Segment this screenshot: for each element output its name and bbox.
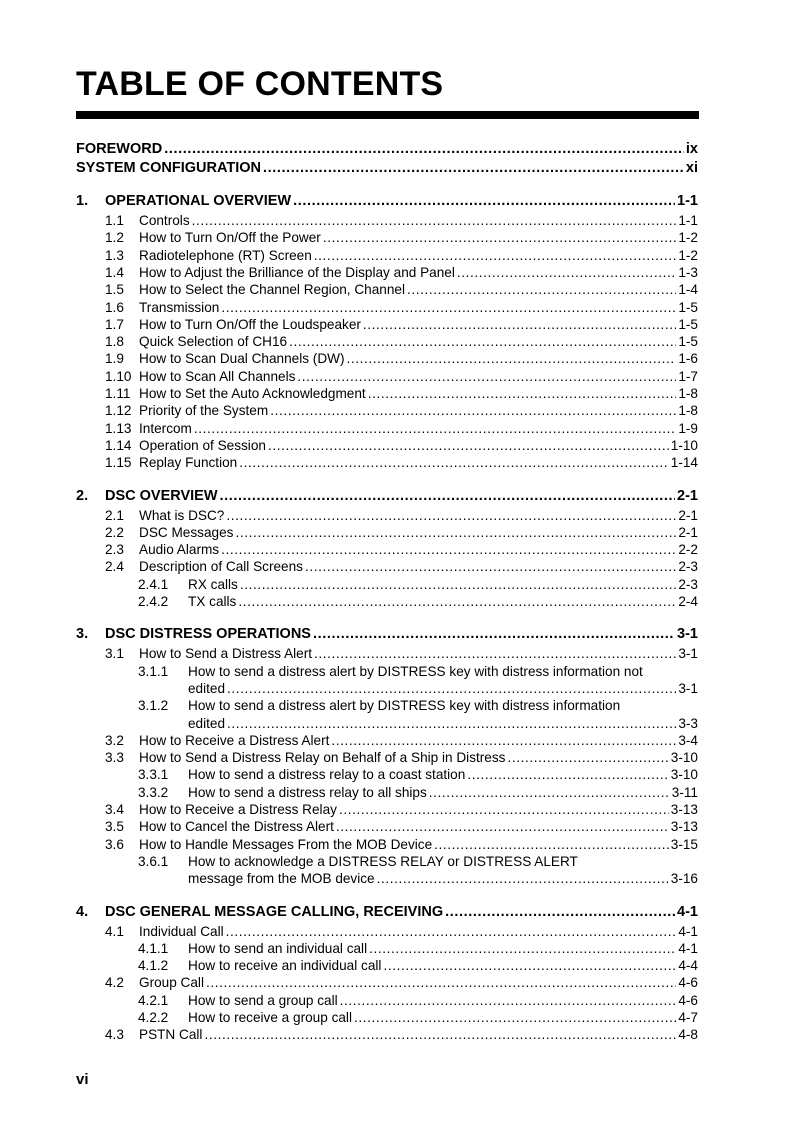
toc-item-1-5-number: 1.5 [105, 282, 124, 298]
toc-item-3-1-2-cont-title: edited [188, 715, 226, 731]
toc-item-2-1[interactable] [105, 507, 698, 524]
toc-item-3-4[interactable] [105, 801, 698, 818]
toc-item-3-6-1-number: 3.6.1 [138, 853, 169, 869]
toc-item-2-3-leader [221, 541, 676, 558]
toc-item-3-1[interactable] [105, 645, 698, 662]
toc-chapter-4-page: 4-1 [677, 903, 698, 920]
toc-item-2-4-number: 2.4 [105, 559, 124, 575]
toc-item-1-4[interactable] [105, 264, 698, 281]
toc-item-2-4-page: 2-3 [678, 559, 698, 575]
toc-item-4-3-number: 4.3 [105, 1027, 124, 1043]
toc-item-3-6-1-title: How to acknowledge a DISTRESS RELAY or DISTRESS ALERT [188, 853, 578, 869]
toc-item-1-13-leader [194, 420, 676, 437]
toc-item-1-7-number: 1.7 [105, 316, 124, 332]
toc-item-4-2-1-page: 4-6 [678, 992, 698, 1008]
toc-item-3-1-1-cont-page: 3-1 [678, 680, 698, 696]
toc-item-4-2-2[interactable] [138, 1009, 698, 1026]
toc-chapter-3-page: 3-1 [677, 626, 698, 643]
toc-item-1-9[interactable] [105, 350, 698, 367]
toc-item-1-10[interactable] [105, 368, 698, 385]
toc-chapter-1-number: 1. [76, 193, 89, 209]
toc-item-2-1-number: 2.1 [105, 507, 124, 523]
toc-item-3-6[interactable] [105, 836, 698, 853]
toc-chapter-4-title: DSC GENERAL MESSAGE CALLING, RECEIVING [105, 903, 444, 920]
toc-item-2-1-leader [226, 507, 676, 524]
toc-item-1-1-page: 1-1 [678, 213, 698, 228]
toc-item-3-1-leader [314, 645, 676, 662]
toc-item-3-1-1-cont-leader [227, 680, 676, 697]
toc-item-1-15-title: Replay Function [139, 455, 238, 471]
toc-item-3-4-title: How to Receive a Distress Relay [139, 802, 337, 817]
toc-item-3-3-page: 3-10 [670, 750, 698, 766]
toc-item-2-4-1[interactable] [138, 576, 698, 593]
toc-chapter-3-leader [313, 626, 675, 643]
toc-item-1-6[interactable] [105, 299, 698, 316]
toc-chapter-2-number: 2. [76, 487, 89, 504]
toc-item-3-1-number: 3.1 [105, 646, 124, 662]
toc-item-3-1-2-number: 3.1.2 [138, 698, 169, 714]
toc-item-2-4-1-page: 2-3 [678, 576, 698, 592]
toc-item-1-13-title: Intercom [139, 420, 192, 436]
toc-item-1-2-number: 1.2 [105, 230, 124, 246]
page-number-footer: vi [76, 1071, 89, 1088]
toc-item-1-3[interactable] [105, 247, 698, 264]
toc-item-2-4-1-number: 2.4.1 [138, 576, 169, 592]
toc-item-1-14[interactable] [105, 437, 698, 454]
toc-item-3-5-page: 3-13 [670, 819, 698, 835]
toc-item-1-8-number: 1.8 [105, 334, 124, 350]
toc-item-4-1-2-page: 4-4 [678, 958, 698, 974]
toc-item-3-3-2-page: 3-11 [671, 784, 698, 800]
toc-item-3-1-2-cont-leader [227, 715, 676, 732]
toc-item-4-2-title: Group Call [139, 975, 204, 991]
toc-item-1-7-page: 1-5 [678, 316, 698, 332]
toc-item-2-2-number: 2.2 [105, 524, 124, 540]
toc-item-4-2-1-number: 4.2.1 [138, 992, 169, 1008]
toc-item-1-7[interactable] [105, 316, 698, 333]
toc-item-2-4-2-leader [238, 593, 676, 610]
toc-item-1-8-title: Quick Selection of CH16 [139, 334, 288, 350]
toc-item-1-14-title: Operation of Session [139, 437, 266, 453]
toc-item-3-5-leader [336, 818, 669, 835]
toc-item-1-2-title: How to Turn On/Off the Power [139, 230, 321, 246]
toc-item-1-10-page: 1-7 [678, 368, 698, 384]
toc-item-1-9-number: 1.9 [105, 351, 124, 367]
toc-item-3-3-number: 3.3 [105, 750, 124, 766]
toc-item-4-1-2-leader [383, 957, 676, 974]
toc-item-2-2-page: 2-1 [678, 524, 698, 540]
toc-item-4-1-title: Individual Call [139, 923, 224, 939]
toc-item-4-1-1-leader [369, 940, 676, 957]
toc-item-1-5-page: 1-4 [678, 282, 698, 298]
toc-item-3-1-1[interactable] [138, 663, 738, 680]
toc-item-2-3-number: 2.3 [105, 542, 124, 558]
toc-item-2-4-title: Description of Call Screens [139, 559, 303, 575]
toc-item-2-1-title: What is DSC? [139, 507, 225, 523]
toc-item-1-11-title: How to Set the Auto Acknowledgment [139, 386, 366, 401]
toc-front-1-page: xi [685, 160, 698, 176]
toc-item-1-10-leader [297, 368, 676, 385]
toc-item-3-3-2[interactable] [138, 784, 698, 801]
toc-item-1-3-page: 1-2 [678, 247, 698, 263]
toc-item-3-2-page: 3-4 [678, 732, 698, 748]
toc-item-1-11-leader [368, 385, 677, 402]
toc-item-4-2-1[interactable] [138, 992, 698, 1009]
toc-item-1-15-page: 1-14 [670, 455, 698, 471]
toc-chapter-4[interactable] [76, 904, 698, 921]
toc-item-3-1-2-cont-page: 3-3 [678, 715, 698, 731]
toc-item-1-4-leader [457, 264, 676, 281]
toc-item-3-3[interactable] [105, 749, 698, 766]
toc-item-4-1-1-number: 4.1.1 [138, 940, 169, 956]
toc-item-4-2-2-page: 4-7 [678, 1010, 698, 1025]
toc-item-2-4-2-page: 2-4 [678, 594, 698, 609]
toc-item-1-8-page: 1-5 [678, 334, 698, 350]
toc-front-1-title: SYSTEM CONFIGURATION [76, 160, 262, 176]
toc-item-1-3-title: Radiotelephone (RT) Screen [139, 247, 312, 263]
toc-chapter-4-leader [445, 904, 675, 921]
toc-item-3-6-title: How to Handle Messages From the MOB Device [139, 836, 433, 852]
toc-item-1-9-page: 1-6 [678, 351, 698, 367]
toc-item-4-2-number: 4.2 [105, 975, 124, 991]
toc-item-2-2-leader [235, 524, 676, 541]
toc-item-1-7-title: How to Turn On/Off the Loudspeaker [139, 316, 361, 332]
toc-item-4-1-leader [226, 923, 677, 940]
toc-item-4-1-page: 4-1 [678, 923, 698, 939]
toc-item-3-6-1-cont-title: message from the MOB device [188, 871, 375, 887]
toc-item-2-4-2[interactable] [138, 593, 698, 610]
toc-chapter-1[interactable] [76, 193, 698, 210]
toc-item-2-3-page: 2-2 [678, 542, 698, 558]
toc-item-2-4-leader [305, 558, 676, 575]
toc-item-1-15-leader [239, 454, 669, 471]
toc-item-1-12[interactable] [105, 402, 698, 419]
toc-item-3-2-number: 3.2 [105, 732, 124, 748]
toc-item-4-2-leader [206, 974, 676, 991]
toc-item-1-2-page: 1-2 [678, 230, 698, 246]
toc-item-3-1-2-title: How to send a distress alert by DISTRESS key with distress information [188, 698, 621, 714]
toc-chapter-1-page: 1-1 [677, 193, 698, 209]
toc-item-3-4-page: 3-13 [670, 802, 698, 817]
toc-item-1-2-leader [323, 229, 677, 246]
toc-item-3-6-1-cont[interactable] [188, 870, 698, 887]
title-rule [76, 111, 699, 119]
toc-item-2-4-2-number: 2.4.2 [138, 594, 169, 609]
toc-item-1-1-title: Controls [139, 213, 190, 228]
toc-item-1-7-leader [363, 316, 676, 333]
toc-item-1-12-page: 1-8 [678, 403, 698, 419]
toc-item-2-4-1-title: RX calls [188, 576, 238, 592]
toc-chapter-2-page: 2-1 [677, 487, 698, 504]
toc-item-3-6-number: 3.6 [105, 836, 124, 852]
toc-item-3-3-1[interactable] [138, 766, 698, 783]
toc-item-1-3-leader [314, 247, 677, 264]
toc-item-4-2-1-leader [340, 992, 677, 1009]
toc-chapter-2-leader [220, 488, 676, 505]
toc-item-1-10-title: How to Scan All Channels [139, 368, 296, 384]
toc-item-3-4-number: 3.4 [105, 802, 124, 817]
toc-item-1-6-leader [221, 299, 676, 316]
toc-item-1-11[interactable] [105, 385, 698, 402]
toc-chapter-1-leader [293, 193, 675, 210]
toc-item-2-2[interactable] [105, 524, 698, 541]
toc-item-4-2-2-number: 4.2.2 [138, 1010, 169, 1025]
toc-item-2-2-title: DSC Messages [139, 524, 234, 540]
toc-item-4-1-2-number: 4.1.2 [138, 958, 169, 974]
page-title: TABLE OF CONTENTS [76, 65, 444, 103]
toc-item-4-1[interactable] [105, 923, 698, 940]
toc-item-3-3-1-number: 3.3.1 [138, 767, 169, 783]
toc-item-1-8-leader [289, 333, 676, 350]
toc-front-0-leader [164, 141, 684, 158]
toc-item-4-1-1-page: 4-1 [678, 940, 698, 956]
toc-item-3-6-leader [434, 836, 669, 853]
toc-item-3-2-leader [331, 732, 676, 749]
toc-item-1-1-leader [192, 212, 677, 229]
toc-item-2-4[interactable] [105, 558, 698, 575]
toc-item-4-1-1[interactable] [138, 940, 698, 957]
toc-item-1-3-number: 1.3 [105, 247, 124, 263]
toc-item-3-3-2-leader [429, 784, 670, 801]
toc-item-1-9-title: How to Scan Dual Channels (DW) [139, 351, 345, 367]
toc-front-0-page: ix [685, 141, 698, 157]
toc-item-1-5[interactable] [105, 281, 698, 298]
toc-item-1-4-number: 1.4 [105, 264, 124, 280]
toc-front-1-leader [263, 160, 684, 177]
toc-item-4-2-2-title: How to receive a group call [188, 1010, 352, 1025]
toc-item-4-1-2[interactable] [138, 957, 698, 974]
toc-item-3-6-1-cont-page: 3-16 [670, 871, 698, 887]
toc-item-4-1-2-title: How to receive an individual call [188, 958, 382, 974]
toc-item-3-1-1-number: 3.1.1 [138, 663, 169, 679]
toc-item-3-3-2-title: How to send a distress relay to all ships [188, 784, 427, 800]
toc-item-3-1-2-cont[interactable] [188, 715, 698, 732]
toc-item-3-5[interactable] [105, 818, 698, 835]
toc-item-2-4-2-title: TX calls [188, 594, 237, 609]
toc-item-3-2-title: How to Receive a Distress Alert [139, 732, 330, 748]
toc-item-2-3[interactable] [105, 541, 698, 558]
toc-item-1-10-number: 1.10 [105, 368, 132, 384]
toc-item-1-4-page: 1-3 [678, 264, 698, 280]
toc-item-1-13-number: 1.13 [105, 420, 132, 436]
toc-item-4-3-page: 4-8 [678, 1027, 698, 1043]
toc-item-1-5-leader [407, 281, 676, 298]
toc-chapter-3-number: 3. [76, 626, 89, 643]
toc-item-4-2-page: 4-6 [678, 975, 698, 991]
toc-item-3-6-page: 3-15 [670, 836, 698, 852]
toc-item-3-5-number: 3.5 [105, 819, 124, 835]
toc-item-1-6-title: Transmission [139, 299, 220, 315]
toc-item-1-14-number: 1.14 [105, 437, 132, 453]
toc-item-3-3-1-title: How to send a distress relay to a coast station [188, 767, 466, 783]
toc-item-1-11-page: 1-8 [678, 386, 698, 401]
toc-item-3-1-1-title: How to send a distress alert by DISTRESS key with distress information not [188, 663, 643, 679]
toc-item-1-15[interactable] [105, 454, 698, 471]
toc-item-3-1-page: 3-1 [678, 646, 698, 662]
toc-item-2-1-page: 2-1 [678, 507, 698, 523]
toc-item-4-2-2-leader [354, 1009, 676, 1026]
toc-item-4-1-number: 4.1 [105, 923, 124, 939]
toc-item-2-3-title: Audio Alarms [139, 542, 220, 558]
toc-item-3-5-title: How to Cancel the Distress Alert [139, 819, 334, 835]
toc-front-0-title: FOREWORD [76, 141, 163, 157]
toc-item-2-4-1-leader [240, 576, 676, 593]
toc-item-1-5-title: How to Select the Channel Region, Channel [139, 282, 406, 298]
toc-item-1-11-number: 1.11 [105, 386, 131, 401]
toc-item-3-3-title: How to Send a Distress Relay on Behalf of a Ship in Distress [139, 750, 506, 766]
toc-item-4-2-1-title: How to send a group call [188, 992, 338, 1008]
toc-item-1-12-title: Priority of the System [139, 403, 269, 419]
toc-item-3-1-title: How to Send a Distress Alert [139, 646, 313, 662]
toc-item-1-14-leader [268, 437, 669, 454]
toc-chapter-3[interactable] [76, 626, 698, 643]
toc-item-1-2[interactable] [105, 229, 698, 246]
toc-item-1-15-number: 1.15 [105, 455, 132, 471]
toc-front-0[interactable] [76, 141, 698, 158]
toc-item-3-3-leader [507, 749, 668, 766]
toc-item-1-12-number: 1.12 [105, 403, 132, 419]
toc-item-3-6-1[interactable] [138, 853, 738, 870]
toc-item-1-1[interactable] [105, 212, 698, 229]
toc-item-3-3-2-number: 3.3.2 [138, 784, 169, 800]
toc-chapter-2-title: DSC OVERVIEW [105, 487, 218, 504]
toc-item-3-1-1-cont-title: edited [188, 680, 226, 696]
toc-chapter-2[interactable] [76, 488, 698, 505]
toc-item-1-8[interactable] [105, 333, 698, 350]
toc-item-1-6-number: 1.6 [105, 299, 124, 315]
toc-item-1-1-number: 1.1 [105, 213, 124, 228]
toc-item-1-4-title: How to Adjust the Brilliance of the Display and Panel [139, 264, 455, 280]
toc-item-3-6-1-cont-leader [377, 870, 669, 887]
toc-item-3-3-1-leader [467, 766, 668, 783]
toc-chapter-3-title: DSC DISTRESS OPERATIONS [105, 626, 311, 643]
toc-item-3-1-1-cont[interactable] [188, 680, 698, 697]
toc-item-1-6-page: 1-5 [678, 299, 698, 315]
toc-item-1-13-page: 1-9 [678, 420, 698, 436]
toc-item-1-14-page: 1-10 [670, 437, 698, 453]
toc-item-4-3[interactable] [105, 1026, 698, 1043]
toc-item-1-13[interactable] [105, 420, 698, 437]
toc-item-4-2[interactable] [105, 974, 698, 991]
toc-item-3-3-1-page: 3-10 [670, 767, 698, 783]
toc-item-4-1-1-title: How to send an individual call [188, 940, 368, 956]
toc-front-1[interactable] [76, 160, 698, 177]
toc-item-1-12-leader [270, 402, 676, 419]
toc-item-3-2[interactable] [105, 732, 698, 749]
toc-item-4-3-leader [204, 1026, 676, 1043]
toc-chapter-4-number: 4. [76, 903, 89, 920]
toc-item-3-4-leader [339, 801, 669, 818]
toc-item-1-9-leader [347, 350, 677, 367]
toc-item-4-3-title: PSTN Call [139, 1027, 203, 1043]
toc-chapter-1-title: OPERATIONAL OVERVIEW [105, 193, 292, 209]
toc-item-3-1-2[interactable] [138, 697, 738, 714]
